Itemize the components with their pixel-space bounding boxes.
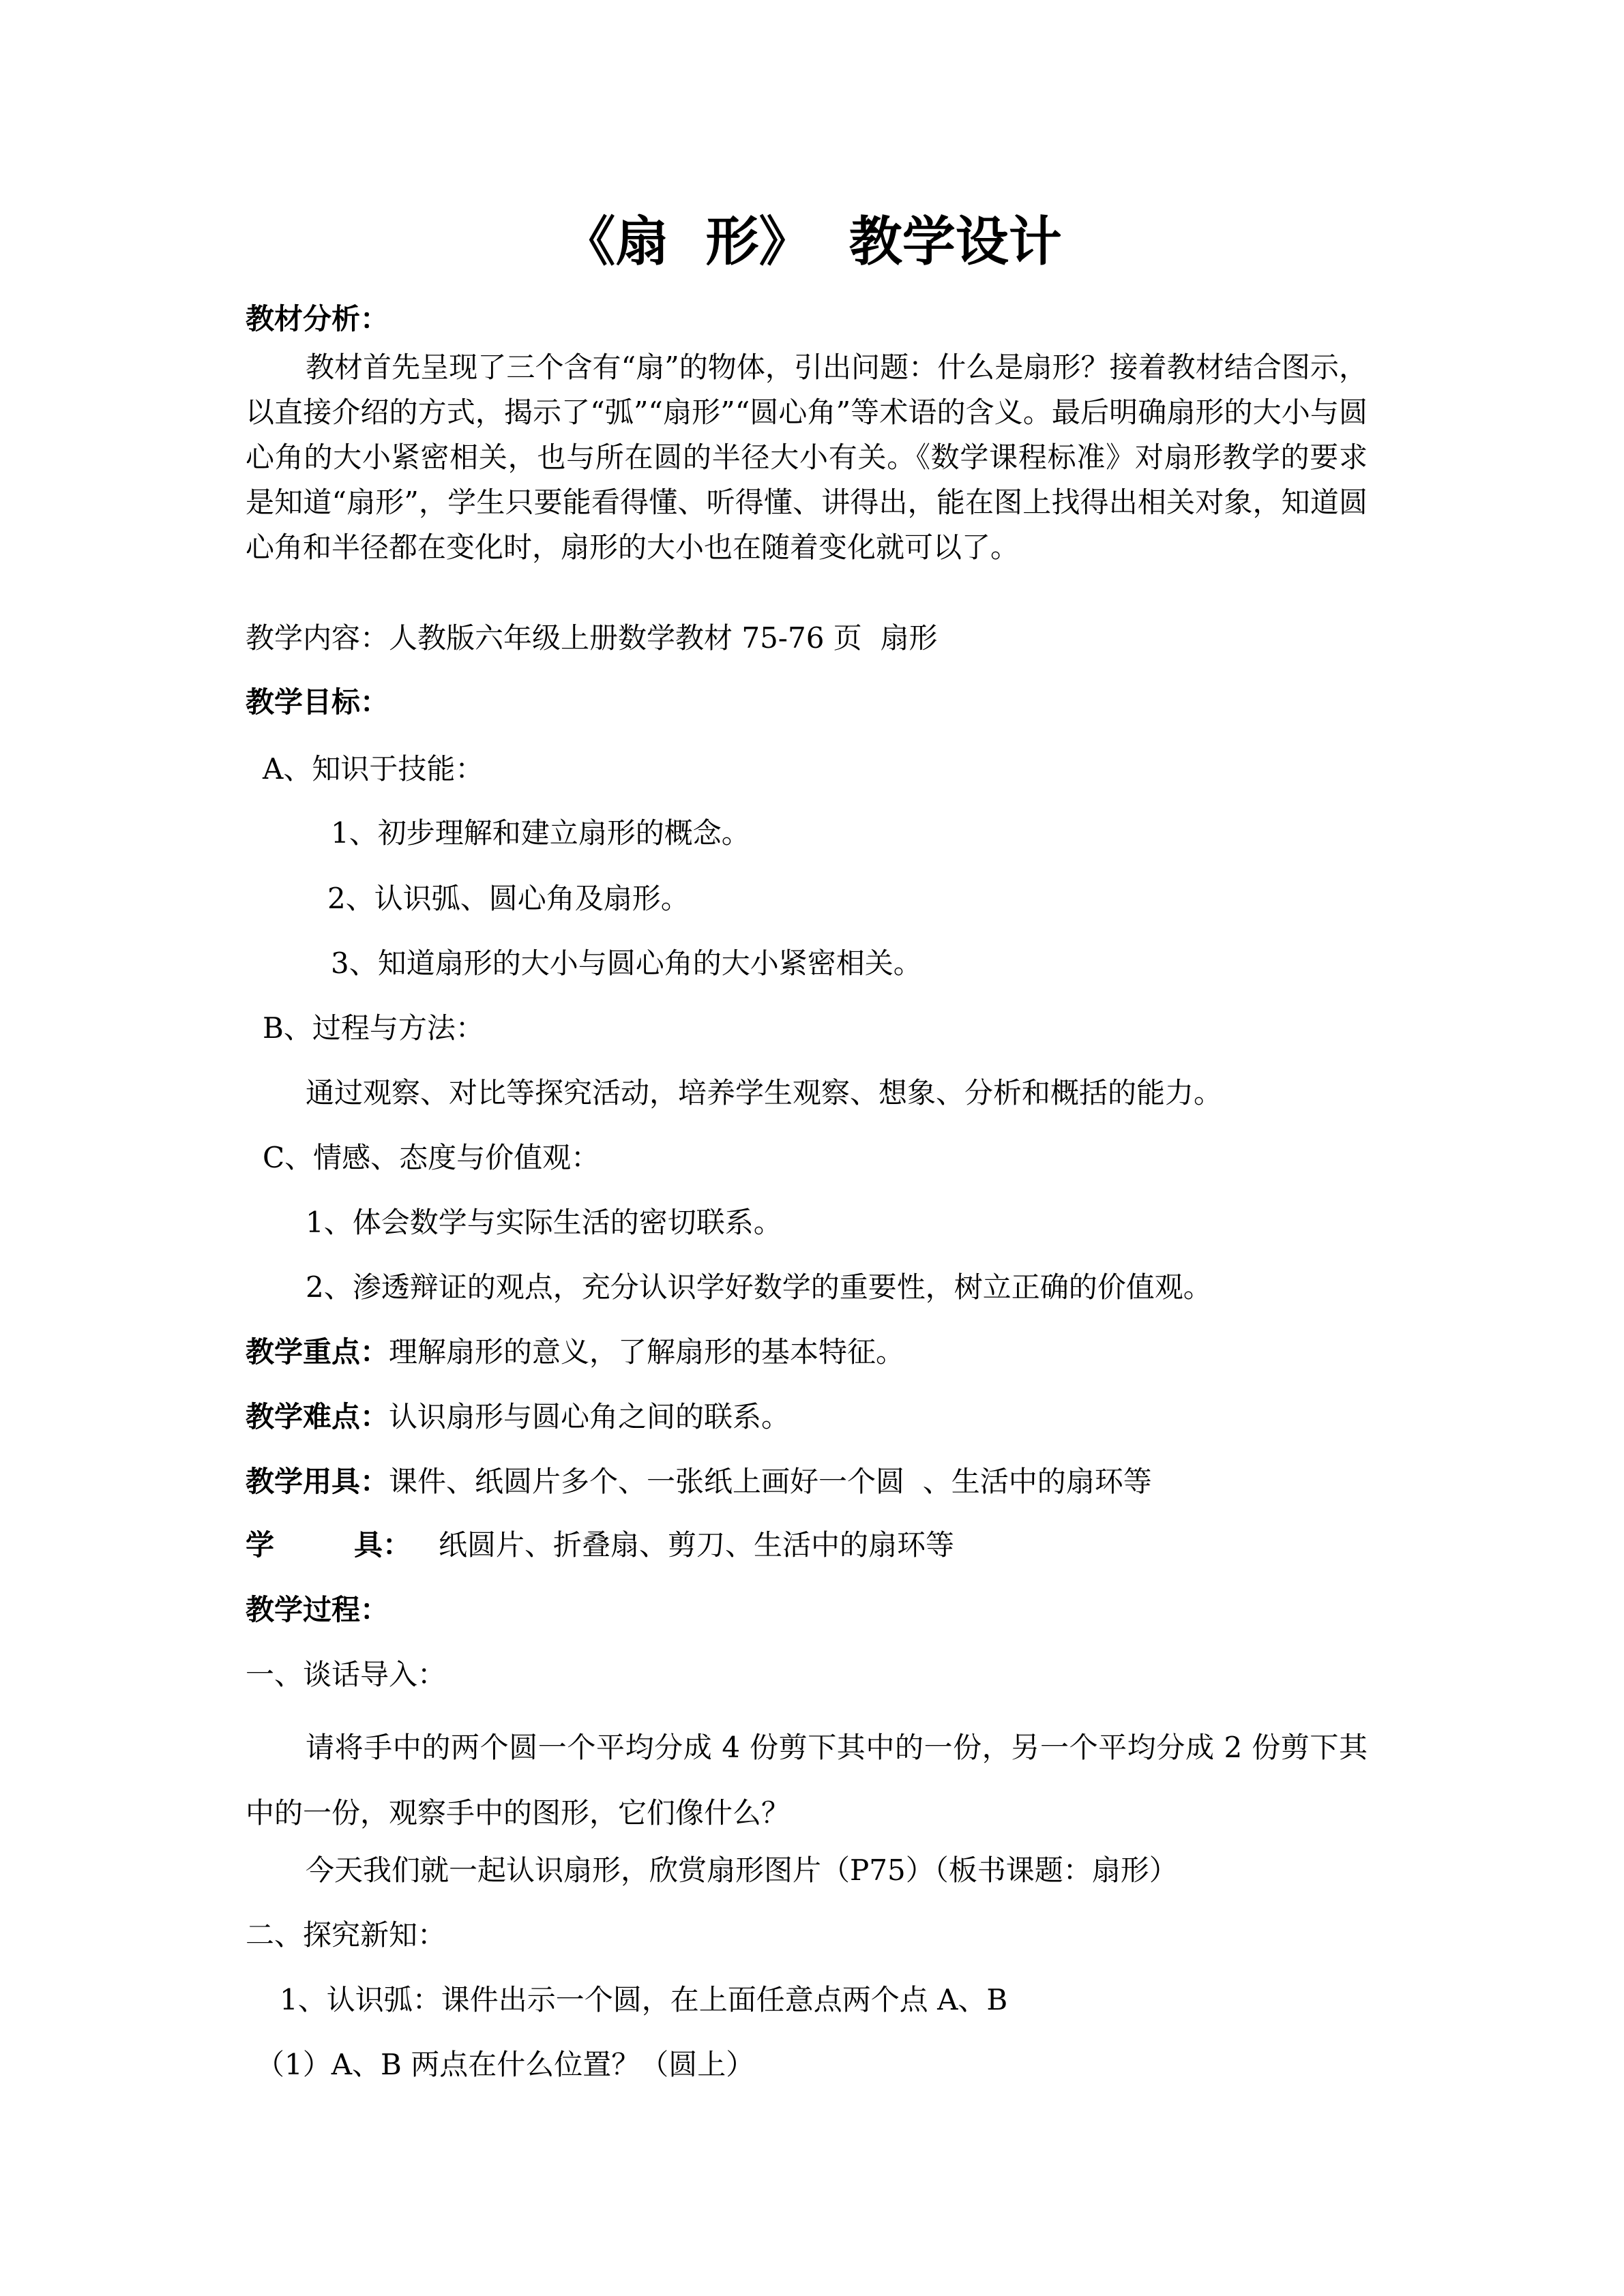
objectives-heading: 教学目标： (246, 685, 389, 719)
objective-a-heading: A、知识于技能： (263, 752, 484, 786)
process-part1-text2: 今天我们就一起认识扇形，欣赏扇形图片（P75）（板书课题：扇形） (306, 1853, 1178, 1887)
process-part1-text1: 请将手中的两个圆一个平均分成 4 份剪下其中的一份，另一个平均分成 2 份剪下其中的一份，观察手中的图形，它们像什么？ (246, 1731, 1368, 1830)
objective-a-item-3: 3、知道扇形的大小与圆心角的大小紧密相关。 (331, 946, 922, 980)
objective-b-text: 通过观察、对比等探究活动，培养学生观察、想象、分析和概括的能力。 (306, 1076, 1223, 1109)
process-heading: 教学过程： (246, 1593, 389, 1626)
student-tools-label: 学 具： (246, 1528, 411, 1562)
teaching-tools-text: 课件、纸圆片多个、一张纸上画好一个圆 、生活中的扇环等 (389, 1465, 1152, 1498)
student-tools-text: 纸圆片、折叠扇、剪刀、生活中的扇环等 (438, 1528, 954, 1562)
objective-c-heading: C、情感、态度与价值观： (263, 1141, 600, 1174)
analysis-paragraph: 教材首先呈现了三个含有“扇”的物体，引出问题：什么是扇形？接着教材结合图示，以直接介绍的方式，揭示了“弧”“扇形”“圆心角”等术语的含义。最后明确扇形的大小与圆心角的大小紧密相关，也与所在圆的半径大小有关。《数学课程标准》对扇形教学的要求是知道“扇形”，学生只要能看得懂、听得懂、讲得出，能在图上找得出相关对象，知道圆心角和半径都在变化时，扇形的大小也在随着变化就可以了。 (246, 351, 1368, 564)
objective-a-item-2: 2、认识弧、圆心角及扇形。 (327, 882, 690, 915)
student-tools-line (246, 1526, 954, 1564)
process-part2-item2: （1）A、B 两点在什么位置？（圆上） (256, 2048, 755, 2081)
objective-c-item-1: 1、体会数学与实际生活的密切联系。 (306, 1206, 782, 1239)
objective-b-heading: B、过程与方法： (263, 1011, 484, 1045)
teaching-tools-label: 教学用具： (246, 1465, 389, 1498)
process-part1-heading: 一、谈话导入： (246, 1658, 447, 1691)
difficulty-label: 教学难点： (246, 1400, 389, 1433)
analysis-heading: 教材分析： (246, 302, 389, 336)
process-part2-item1: 1、认识弧：课件出示一个圆，在上面任意点两个点 A、B (280, 1983, 1008, 2016)
objective-c-item-2: 2、渗透辩证的观点，充分认识学好数学的重要性，树立正确的价值观。 (306, 1270, 1212, 1304)
difficulty-line (246, 1398, 790, 1436)
content-line: 教学内容：人教版六年级上册数学教材 75-76 页 扇形 (246, 621, 938, 655)
difficulty-text: 认识扇形与圆心角之间的联系。 (389, 1400, 791, 1433)
key-point-line (246, 1333, 904, 1371)
process-part2-heading: 二、探究新知： (246, 1918, 447, 1952)
page-title: 《扇 形》 教学设计 (562, 211, 1062, 273)
teaching-tools-line (246, 1463, 1152, 1501)
key-point-text: 理解扇形的意义，了解扇形的基本特征。 (389, 1335, 905, 1369)
objective-a-item-1: 1、初步理解和建立扇形的概念。 (331, 816, 750, 850)
key-point-label: 教学重点： (246, 1335, 389, 1369)
